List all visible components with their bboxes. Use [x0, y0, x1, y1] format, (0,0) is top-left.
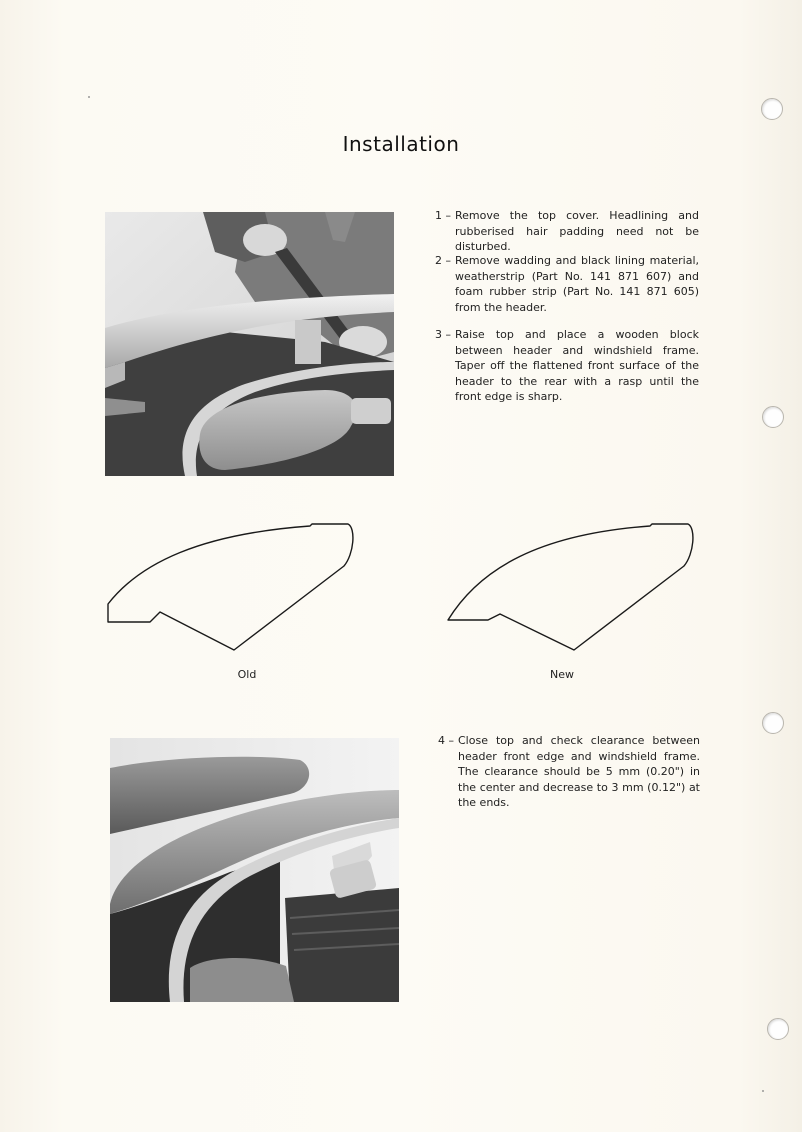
- step-2-number: 2 –: [435, 254, 451, 267]
- step-1-number: 1 –: [435, 209, 451, 222]
- punch-hole-1: [761, 98, 783, 120]
- paper-speck: [762, 1090, 764, 1092]
- header-profile-old-drawing: [100, 518, 362, 658]
- photo-clearance-check-image: [110, 738, 399, 1002]
- photo-rasping-header: [105, 212, 394, 476]
- step-3-number: 3 –: [435, 328, 451, 341]
- page-title: Installation: [342, 132, 460, 156]
- step-4: [438, 733, 700, 811]
- step-1-text: Remove the top cover. Headlining and rubberised hair padding need not be disturbed.: [455, 209, 699, 253]
- step-3: [435, 327, 699, 405]
- step-2: [435, 253, 699, 315]
- new-profile-label: New: [550, 668, 574, 681]
- old-profile-label: Old: [237, 668, 257, 681]
- paper-speck: [88, 96, 90, 98]
- punch-hole-4: [767, 1018, 789, 1040]
- punch-hole-3: [762, 712, 784, 734]
- step-4-text: Close top and check clearance between header front edge and windshield frame. The clearance should be 5 mm (0.20") in the center and decrease to 3 mm (0.12") at the ends.: [458, 734, 700, 809]
- step-2-text: Remove wadding and black lining material, weatherstrip (Part No. 141 871 607) and foam rubber strip (Part No. 141 871 605) from the header.: [455, 254, 699, 314]
- punch-hole-2: [762, 406, 784, 428]
- photo-clearance-check: [110, 738, 399, 1002]
- photo-rasping-header-image: [105, 212, 394, 476]
- step-4-number: 4 –: [438, 734, 454, 747]
- step-3-text: Raise top and place a wooden block between header and windshield frame. Taper off the flattened front surface of the header to the rear with a rasp until the front edge is sharp.: [455, 328, 699, 403]
- header-profile-new-drawing: [440, 518, 702, 658]
- step-1: [435, 208, 699, 255]
